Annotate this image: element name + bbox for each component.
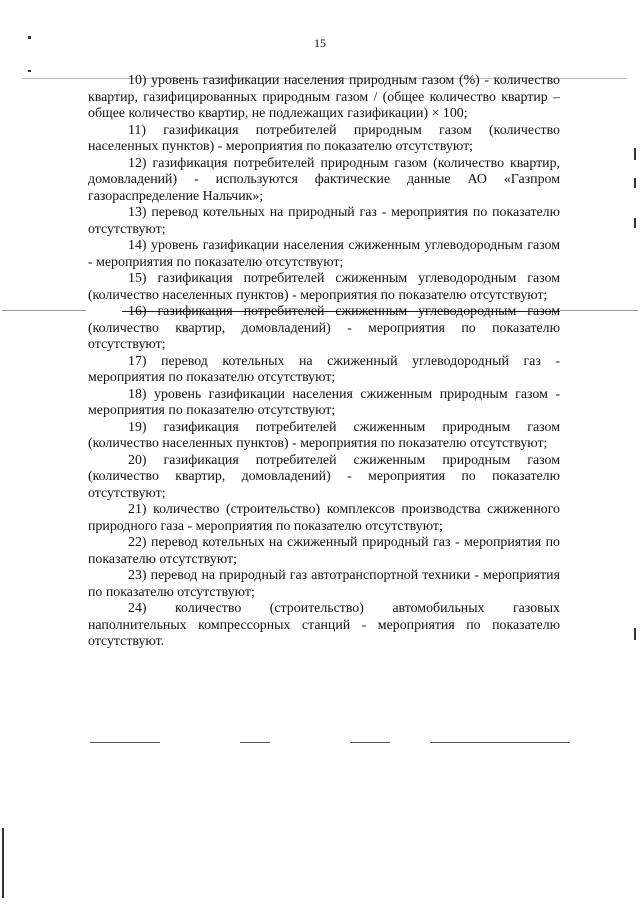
scan-dash-bottom-2 [240, 742, 270, 743]
page-number: 15 [314, 36, 326, 50]
list-item: 13) перевод котельных на природный газ - мероприятия по показателю отсутствуют; [88, 205, 560, 237]
scan-mark-right-1 [634, 148, 636, 160]
scan-dash-bottom-1 [90, 742, 160, 743]
scan-mark-right-4 [634, 628, 636, 640]
list-item: 14) уровень газификации населения сжиженным углеводородным газом - мероприятия по показателю отсутствуют; [88, 238, 560, 270]
list-item: 17) перевод котельных на сжиженный углеводородный газ - мероприятия по показателю отсутствуют; [88, 353, 560, 385]
list-item: 19) газификация потребителей сжиженным природным газом (количество населенных пунктов) - мероприятия по показателю отсутствуют; [88, 419, 560, 451]
list-item: 12) газификация потребителей природным газом (количество квартир, домовладений) - используются фактические данные АО «Газпром газораспределение Нальчик»; [88, 155, 560, 204]
list-item: 18) уровень газификации населения сжиженным природным газом - мероприятия по показателю отсутствуют; [88, 386, 560, 418]
scan-dash-bottom-4 [430, 742, 570, 743]
list-item: 11) газификация потребителей природным газом (количество населенных пунктов) - мероприятия по показателю отсутствуют; [88, 122, 560, 154]
scan-mark-right-3 [634, 218, 636, 228]
document-body [88, 73, 560, 651]
scan-mark-left-bottom [2, 828, 4, 898]
scan-dash-bottom-3 [350, 742, 390, 743]
scan-mark-top-left-2 [28, 70, 31, 72]
list-item: 15) газификация потребителей сжиженным углеводородным газом (количество населенных пунктов) - мероприятия по показателю отсутствуют; [88, 271, 560, 303]
scan-dash-right [560, 310, 638, 311]
scan-dash-left [2, 310, 86, 311]
scan-mark-right-2 [634, 178, 636, 188]
list-item: 21) количество (строительство) комплексов производства сжиженного природного газа - мероприятия по показателю отсутствуют; [88, 502, 560, 534]
list-item: 20) газификация потребителей сжиженным природным газом (количество квартир, домовладений) - мероприятия по показателю отсутствуют; [88, 452, 560, 501]
list-item: 22) перевод котельных на сжиженный природный газ - мероприятия по показателю отсутствуют; [88, 535, 560, 567]
list-item: 24) количество (строительство) автомобильных газовых наполнительных компрессорных станций - мероприятия по показателю отсутствуют. [88, 601, 560, 649]
list-item: 23) перевод на природный газ автотранспортной техники - мероприятия по показателю отсутствуют; [88, 568, 560, 600]
list-item: 16) газификация потребителей сжиженным углеводородным газом (количество квартир, домовладений) - мероприятия по показателю отсутствуют; [88, 304, 560, 352]
list-item: 10) уровень газификации населения природным газом (%) - количество квартир, газифицированных природным газом / (общее количество квартир – общее количество квартир, не подлежащих газификации) × 100; [88, 73, 560, 121]
